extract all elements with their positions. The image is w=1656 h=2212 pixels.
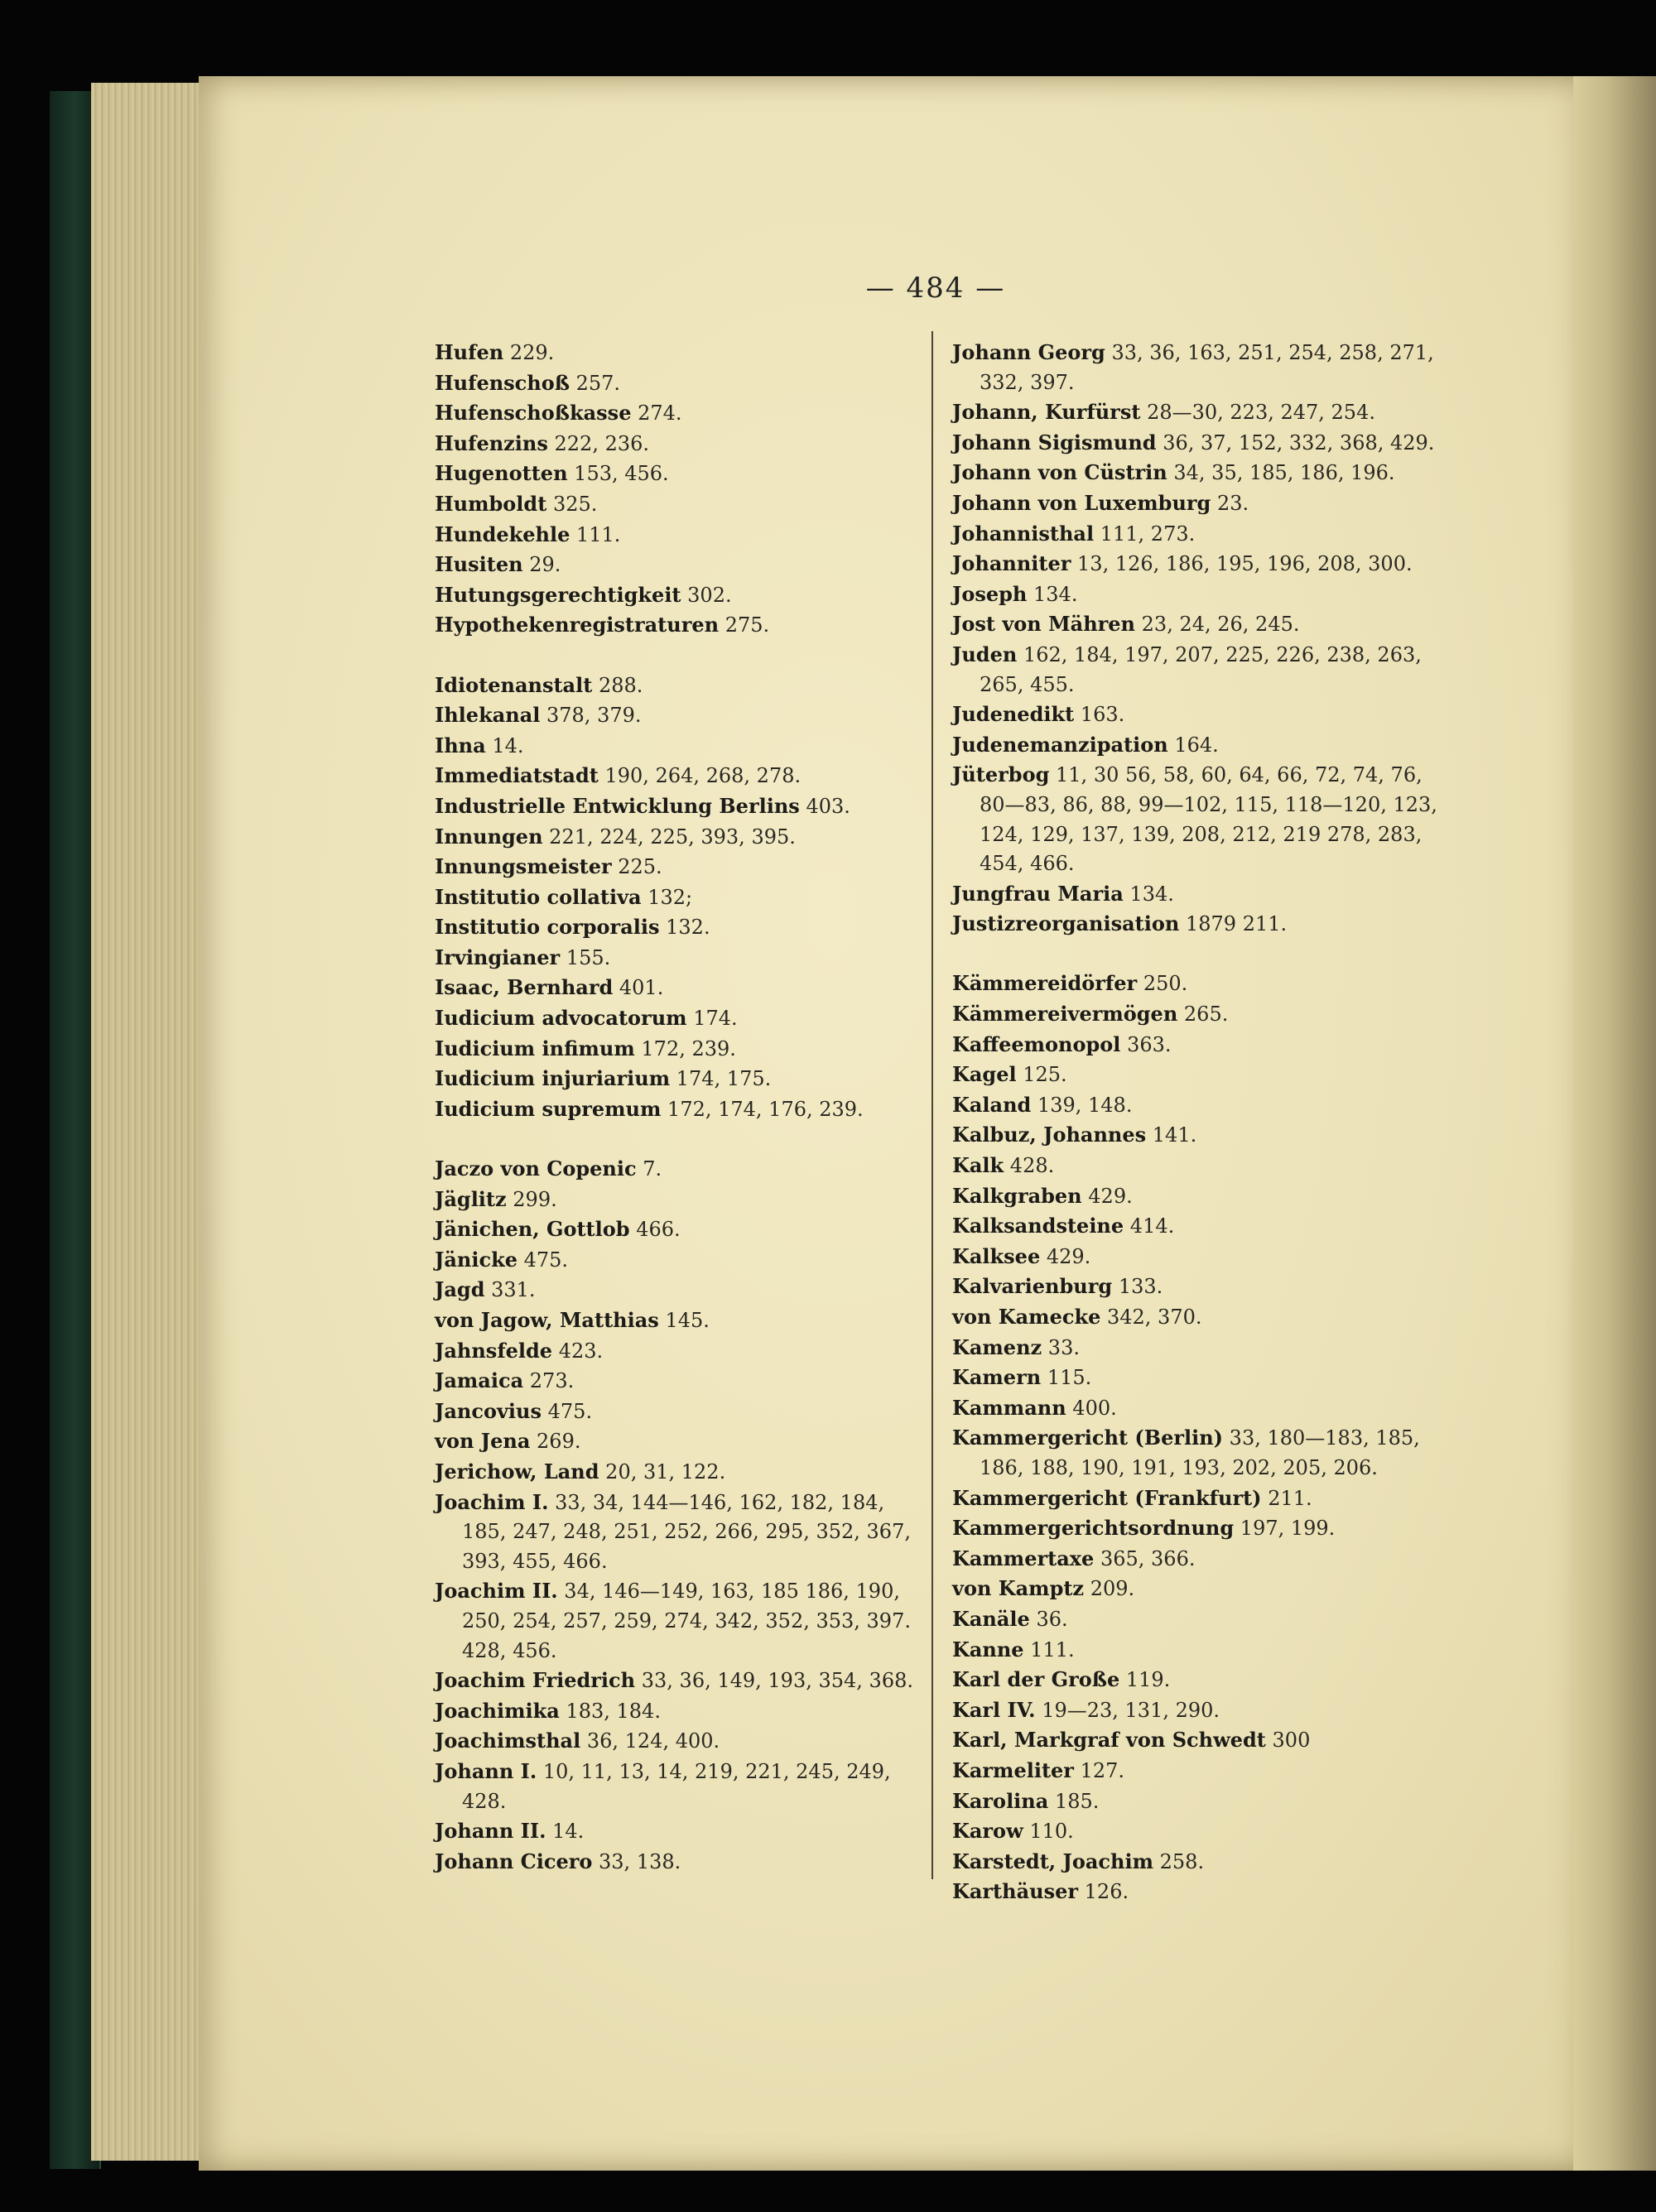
- index-entry: [435, 973, 932, 1003]
- index-entry: [952, 1695, 1441, 1726]
- index-term: Kalk: [952, 1153, 1004, 1178]
- index-page-refs: 23.: [1216, 491, 1249, 515]
- index-page-refs: 111.: [576, 522, 621, 546]
- index-entry: [952, 1363, 1441, 1393]
- index-entry: [952, 1816, 1441, 1847]
- index-term: Humboldt: [435, 491, 547, 516]
- index-page-refs: 110.: [1029, 1820, 1074, 1844]
- index-page-refs: 466.: [636, 1218, 681, 1242]
- page-gutter: [1573, 76, 1656, 2171]
- index-entry: [435, 852, 932, 882]
- index-term: Iudicium supremum: [435, 1096, 662, 1121]
- index-page-refs: 209.: [1090, 1577, 1135, 1601]
- index-page-refs: 222, 236.: [554, 431, 650, 455]
- index-term: Jänichen, Gottlob: [435, 1217, 630, 1242]
- index-entry: [952, 458, 1441, 488]
- index-entry: [435, 1034, 932, 1065]
- index-page-refs: 11, 30 56, 58, 60, 64, 66, 72, 74, 76, 80—83, 86, 88, 99—102, 115, 118—120, 123, 124, 129, 137, 139, 208, 212, 219 278, 283, 454, 466.: [980, 763, 1437, 876]
- index-term: Immediatstadt: [435, 763, 599, 788]
- index-page-refs: 185.: [1054, 1789, 1100, 1813]
- index-page-refs: 23, 24, 26, 245.: [1141, 613, 1300, 637]
- index-term: Jänicke: [435, 1247, 518, 1272]
- index-page-refs: 33, 34, 144—146, 162, 182, 184, 185, 247, 248, 251, 252, 266, 295, 352, 367, 393, 455, 466.: [462, 1490, 911, 1573]
- index-entry: [952, 488, 1441, 519]
- index-term: Jungfrau Maria: [952, 881, 1124, 906]
- index-entry: [952, 609, 1441, 640]
- index-page-refs: 20, 31, 122.: [605, 1459, 726, 1483]
- index-page-refs: 258.: [1159, 1849, 1205, 1873]
- index-term: Karthäuser: [952, 1879, 1079, 1904]
- index-term: Jaczo von Copenic: [435, 1156, 637, 1181]
- index-term: Kämmereivermögen: [952, 1002, 1178, 1027]
- index-term: Kammertaxe: [952, 1546, 1095, 1570]
- index-term: von Kamptz: [952, 1576, 1085, 1601]
- index-term: Karolina: [952, 1788, 1049, 1813]
- index-term: Jüterbog: [952, 762, 1050, 787]
- index-entry: [435, 429, 932, 459]
- index-term: Johann I.: [435, 1758, 537, 1783]
- section-gap: [435, 641, 932, 671]
- index-term: von Kamecke: [952, 1305, 1101, 1329]
- index-entry: [435, 520, 932, 551]
- index-entry: [952, 1030, 1441, 1060]
- index-entry: [952, 640, 1441, 700]
- index-entry: [435, 1366, 932, 1397]
- index-page-refs: 197, 199.: [1240, 1517, 1336, 1541]
- index-entry: [952, 1302, 1441, 1333]
- index-page-refs: 401.: [619, 976, 664, 1000]
- index-term: Jahnsfelde: [435, 1338, 553, 1363]
- index-page-refs: 33, 36, 163, 251, 254, 258, 271, 332, 397.: [980, 341, 1434, 394]
- index-page-refs: 331.: [491, 1278, 536, 1302]
- index-term: Kalksee: [952, 1243, 1041, 1268]
- index-term: Johannisthal: [952, 521, 1095, 546]
- index-entry: [952, 1847, 1441, 1878]
- index-term: Industrielle Entwicklung Berlins: [435, 793, 800, 818]
- index-page-refs: 162, 184, 197, 207, 225, 226, 238, 263, 265, 455.: [980, 642, 1422, 696]
- index-entry: [435, 1245, 932, 1276]
- index-entry: [435, 368, 932, 399]
- index-term: Kalksandsteine: [952, 1214, 1124, 1238]
- index-term: Judenedikt: [952, 702, 1075, 727]
- index-entry: [952, 1120, 1441, 1151]
- index-column-left: [435, 338, 932, 1877]
- index-entry: [435, 912, 932, 943]
- index-entry: [435, 943, 932, 974]
- index-page-refs: 174.: [693, 1007, 738, 1031]
- index-entry: [952, 1393, 1441, 1424]
- index-page-refs: 300: [1272, 1729, 1311, 1753]
- index-term: Johanniter: [952, 551, 1071, 576]
- index-entry: [952, 1604, 1441, 1635]
- index-page-refs: 119.: [1125, 1668, 1171, 1692]
- index-term: Karl, Markgraf von Schwedt: [952, 1728, 1266, 1753]
- index-entry: [952, 1786, 1441, 1817]
- index-entry: [952, 397, 1441, 428]
- index-page-refs: 275.: [724, 613, 770, 637]
- index-entry: [435, 1094, 932, 1125]
- index-entry: [952, 338, 1441, 397]
- index-entry: [435, 1666, 932, 1696]
- index-entry: [952, 519, 1441, 550]
- index-term: Karow: [952, 1819, 1023, 1844]
- index-page-refs: 134.: [1033, 582, 1078, 606]
- index-term: Jerichow, Land: [435, 1459, 599, 1483]
- index-page-refs: 183, 184.: [566, 1699, 661, 1723]
- index-page-refs: 33.: [1047, 1335, 1080, 1359]
- index-entry: [952, 700, 1441, 730]
- index-page-refs: 126.: [1084, 1880, 1129, 1904]
- index-term: Kalbuz, Johannes: [952, 1123, 1147, 1147]
- index-page-refs: 127.: [1080, 1758, 1125, 1782]
- index-page-refs: 155.: [566, 945, 611, 969]
- index-term: Joachim Friedrich: [435, 1668, 636, 1693]
- index-term: Kammann: [952, 1395, 1066, 1420]
- index-entry: [435, 791, 932, 822]
- index-term: Isaac, Bernhard: [435, 975, 614, 1000]
- index-entry: [435, 1306, 932, 1336]
- index-term: Idiotenanstalt: [435, 672, 593, 697]
- page-stack-edge: [91, 83, 207, 2161]
- index-term: von Jagow, Matthias: [435, 1308, 659, 1332]
- index-term: Judenemanzipation: [952, 732, 1168, 757]
- index-page-refs: 403.: [806, 794, 850, 818]
- index-entry: [952, 1544, 1441, 1575]
- index-entry: [952, 879, 1441, 910]
- index-page-refs: 1879 211.: [1185, 912, 1288, 936]
- index-term: Joachimsthal: [435, 1729, 581, 1753]
- index-term: Hufen: [435, 340, 504, 364]
- index-term: Johann, Kurfürst: [952, 400, 1141, 425]
- index-entry: [952, 1333, 1441, 1363]
- index-entry: [952, 1151, 1441, 1181]
- index-term: Institutio corporalis: [435, 915, 660, 940]
- index-term: Kammergericht (Frankfurt): [952, 1485, 1262, 1510]
- index-page-refs: 163.: [1080, 703, 1125, 727]
- index-term: Husiten: [435, 552, 523, 577]
- index-term: Johann von Luxemburg: [952, 490, 1211, 515]
- index-entry: [952, 1423, 1441, 1483]
- page-number: — 484 —: [865, 272, 1006, 305]
- index-page-refs: 139, 148.: [1037, 1093, 1133, 1117]
- index-term: Innungsmeister: [435, 854, 612, 879]
- index-entry: [952, 428, 1441, 459]
- index-page-refs: 190, 264, 268, 278.: [604, 764, 802, 788]
- index-entry: [952, 1574, 1441, 1604]
- index-term: Jagd: [435, 1277, 485, 1302]
- index-page-refs: 225.: [618, 855, 662, 879]
- index-page-refs: 257.: [575, 371, 621, 395]
- index-term: Ihna: [435, 733, 486, 757]
- index-entry: [435, 1847, 932, 1878]
- index-entry: [435, 610, 932, 641]
- index-entry: [435, 731, 932, 762]
- index-page-refs: 221, 224, 225, 393, 395.: [549, 825, 796, 849]
- index-entry: [435, 1154, 932, 1185]
- index-term: Karl IV.: [952, 1697, 1036, 1722]
- index-page-refs: 429.: [1088, 1184, 1133, 1208]
- index-term: Kammergerichtsordnung: [952, 1516, 1235, 1541]
- index-term: Kanäle: [952, 1606, 1030, 1631]
- index-term: von Jena: [435, 1429, 531, 1454]
- index-entry: [952, 1635, 1441, 1666]
- index-entry: [435, 1003, 932, 1034]
- index-page-refs: 211.: [1268, 1486, 1312, 1510]
- index-entry: [435, 1426, 932, 1457]
- index-term: Kalvarienburg: [952, 1274, 1113, 1299]
- index-page-refs: 229.: [509, 341, 555, 364]
- index-page-refs: 269.: [537, 1430, 581, 1454]
- index-entry: [435, 1275, 932, 1306]
- index-page-refs: 153, 456.: [574, 462, 669, 486]
- index-page-refs: 132;: [647, 885, 693, 909]
- index-entry: [435, 700, 932, 731]
- index-entry: [952, 999, 1441, 1030]
- index-entry: [952, 1181, 1441, 1212]
- index-term: Kammergericht (Berlin): [952, 1426, 1224, 1450]
- index-page-refs: 33, 180—183, 185, 186, 188, 190, 191, 193, 202, 205, 206.: [980, 1426, 1420, 1479]
- index-entry: [952, 1756, 1441, 1786]
- index-page-refs: 7.: [643, 1157, 662, 1181]
- index-page-refs: 34, 146—149, 163, 185 186, 190, 250, 254, 257, 259, 274, 342, 352, 353, 397. 428, 456.: [462, 1580, 911, 1662]
- index-term: Hugenotten: [435, 461, 568, 486]
- index-page-refs: 428.: [1009, 1154, 1055, 1178]
- index-page-refs: 33, 36, 149, 193, 354, 368.: [641, 1669, 913, 1693]
- index-term: Jamaica: [435, 1368, 524, 1393]
- index-entry: [435, 1696, 932, 1727]
- index-entry: [952, 1725, 1441, 1756]
- index-entry: [435, 1576, 932, 1666]
- index-page-refs: 13, 126, 186, 195, 196, 208, 300.: [1077, 552, 1413, 576]
- index-page-refs: 36, 124, 400.: [586, 1729, 720, 1753]
- index-term: Institutio collativa: [435, 884, 642, 909]
- index-term: Johann Georg: [952, 340, 1105, 364]
- index-term: Johann Sigismund: [952, 430, 1157, 454]
- index-page-refs: 365, 366.: [1100, 1546, 1196, 1570]
- index-term: Iudicium injuriarium: [435, 1066, 671, 1091]
- index-entry: [435, 1757, 932, 1816]
- index-term: Hypothekenregistraturen: [435, 613, 720, 637]
- index-term: Kalkgraben: [952, 1183, 1082, 1208]
- index-entry: [435, 398, 932, 429]
- index-term: Jost von Mähren: [952, 612, 1136, 637]
- index-term: Irvingianer: [435, 945, 561, 969]
- index-entry: [952, 1211, 1441, 1242]
- index-page-refs: 36, 37, 152, 332, 368, 429.: [1163, 430, 1435, 454]
- index-term: Kamenz: [952, 1334, 1042, 1359]
- index-entry: [435, 1064, 932, 1094]
- index-entry: [952, 969, 1441, 999]
- index-entry: [952, 909, 1441, 940]
- index-page-refs: 14.: [492, 733, 524, 757]
- index-term: Jäglitz: [435, 1186, 507, 1211]
- index-term: Kämmereidörfer: [952, 971, 1138, 996]
- index-entry: [952, 1483, 1441, 1514]
- index-term: Kagel: [952, 1062, 1017, 1087]
- index-page-refs: 28—30, 223, 247, 254.: [1147, 401, 1375, 425]
- index-term: Hufenschoßkasse: [435, 401, 632, 426]
- index-page-refs: 133.: [1118, 1275, 1163, 1299]
- section-gap: [952, 940, 1441, 969]
- index-page-refs: 299.: [513, 1187, 557, 1211]
- index-entry: [952, 1877, 1441, 1907]
- index-page-refs: 274.: [638, 402, 682, 426]
- index-term: Ihlekanal: [435, 703, 541, 728]
- index-entry: [952, 1272, 1441, 1302]
- index-page-refs: 36.: [1036, 1607, 1068, 1631]
- index-page-refs: 14.: [552, 1820, 585, 1844]
- index-entry: [435, 882, 932, 913]
- index-entry: [435, 1726, 932, 1757]
- index-entry: [952, 1665, 1441, 1695]
- index-page-refs: 174, 175.: [676, 1067, 772, 1091]
- index-page-refs: 475.: [547, 1399, 593, 1423]
- index-page-refs: 378, 379.: [546, 704, 642, 728]
- index-term: Jancovius: [435, 1398, 542, 1423]
- index-page-refs: 19—23, 131, 290.: [1042, 1698, 1220, 1722]
- index-term: Karmeliter: [952, 1758, 1074, 1782]
- index-entry: [435, 1397, 932, 1427]
- index-term: Kaffeemonopol: [952, 1031, 1121, 1056]
- index-page-refs: 342, 370.: [1106, 1306, 1202, 1329]
- index-entry: [435, 822, 932, 853]
- section-gap: [435, 1124, 932, 1154]
- index-entry: [435, 580, 932, 611]
- index-term: Karstedt, Joachim: [952, 1849, 1153, 1873]
- index-term: Juden: [952, 642, 1018, 666]
- index-entry: [435, 1214, 932, 1245]
- index-term: Kanne: [952, 1637, 1024, 1661]
- index-page-refs: 250.: [1143, 972, 1188, 996]
- index-page-refs: 115.: [1047, 1366, 1092, 1390]
- index-page-refs: 134.: [1129, 882, 1174, 906]
- index-term: Hundekehle: [435, 522, 570, 546]
- index-page-refs: 145.: [665, 1309, 710, 1332]
- index-term: Joseph: [952, 581, 1028, 606]
- index-entry: [952, 1242, 1441, 1272]
- index-term: Joachimika: [435, 1698, 560, 1723]
- index-entry: [952, 1513, 1441, 1544]
- index-term: Hufenschoß: [435, 370, 570, 395]
- index-entry: [952, 1060, 1441, 1090]
- index-term: Iudicium infimum: [435, 1036, 635, 1060]
- index-page-refs: 172, 174, 176, 239.: [667, 1097, 864, 1121]
- index-page-refs: 288.: [598, 673, 643, 697]
- index-page-refs: 111.: [1030, 1637, 1075, 1661]
- index-page-refs: 141.: [1152, 1123, 1197, 1147]
- index-entry: [435, 338, 932, 368]
- index-entry: [952, 730, 1441, 761]
- index-page-refs: 325.: [552, 492, 598, 516]
- index-term: Iudicium advocatorum: [435, 1006, 687, 1031]
- index-column-right: [952, 338, 1441, 1907]
- index-term: Innungen: [435, 824, 543, 849]
- index-entry: [435, 550, 932, 580]
- index-page-refs: 429.: [1046, 1244, 1091, 1268]
- index-page-refs: 34, 35, 185, 186, 196.: [1173, 461, 1395, 485]
- index-page-refs: 363.: [1127, 1032, 1172, 1056]
- index-page-refs: 475.: [523, 1248, 569, 1272]
- index-entry: [435, 1457, 932, 1488]
- index-term: Kaland: [952, 1092, 1032, 1117]
- index-page-refs: 125.: [1023, 1063, 1067, 1087]
- index-page-refs: 273.: [529, 1369, 575, 1393]
- index-term: Johann II.: [435, 1819, 546, 1844]
- index-term: Karl der Große: [952, 1667, 1120, 1692]
- index-entry: [435, 761, 932, 791]
- index-page-refs: 265.: [1183, 1003, 1229, 1027]
- index-page-refs: 302.: [687, 583, 732, 607]
- index-entry: [952, 760, 1441, 878]
- index-page-refs: 33, 138.: [599, 1849, 681, 1873]
- index-term: Kamern: [952, 1365, 1042, 1390]
- index-entry: [952, 549, 1441, 579]
- index-term: Hutungsgerechtigkeit: [435, 582, 681, 607]
- index-page-refs: 414.: [1129, 1214, 1175, 1238]
- index-page-refs: 29.: [529, 553, 561, 577]
- index-page-refs: 164.: [1174, 733, 1219, 757]
- index-page-refs: 111, 273.: [1100, 522, 1196, 546]
- index-entry: [952, 579, 1441, 610]
- index-entry: [435, 671, 932, 701]
- index-term: Joachim II.: [435, 1579, 558, 1604]
- index-page-refs: 400.: [1072, 1396, 1117, 1420]
- index-page-refs: 172, 239.: [641, 1036, 736, 1060]
- index-entry: [952, 1090, 1441, 1121]
- index-page-refs: 10, 11, 13, 14, 219, 221, 245, 249, 428.: [462, 1759, 891, 1813]
- index-term: Justizreorganisation: [952, 911, 1180, 936]
- index-entry: [435, 1336, 932, 1367]
- index-term: Johann von Cüstrin: [952, 460, 1167, 485]
- index-entry: [435, 1488, 932, 1577]
- index-entry: [435, 459, 932, 489]
- index-entry: [435, 1185, 932, 1215]
- index-entry: [435, 1816, 932, 1847]
- index-term: Hufenzins: [435, 430, 548, 455]
- index-page-refs: 132.: [666, 916, 710, 940]
- column-divider: [932, 331, 933, 1879]
- index-page-refs: 423.: [558, 1339, 604, 1363]
- index-term: Joachim I.: [435, 1489, 549, 1514]
- index-entry: [435, 489, 932, 520]
- index-term: Johann Cicero: [435, 1849, 593, 1873]
